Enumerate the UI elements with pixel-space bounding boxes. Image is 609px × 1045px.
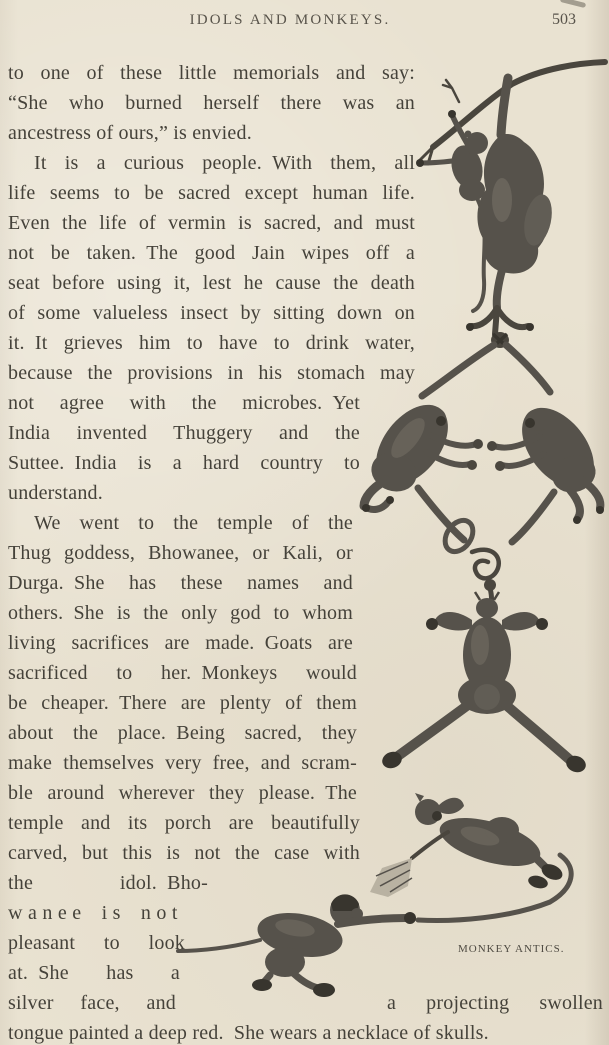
text-line: Durga. She has these names and	[8, 572, 353, 594]
text-line: “She who burned herself there was an	[8, 92, 415, 114]
text-line: temple and its porch are beautifully	[8, 812, 360, 834]
monkey-spread-eagle	[380, 592, 588, 775]
monkey-pair-linked	[362, 332, 609, 606]
text-line: to one of these little memorials and say:	[8, 62, 415, 84]
illustration-caption: MONKEY ANTICS.	[458, 943, 565, 955]
text-line: We went to the temple of the	[34, 512, 353, 534]
text-line: Suttee. India is a hard country to	[8, 452, 360, 474]
text-line: India invented Thuggery and the	[8, 422, 360, 444]
text-line: it. It grieves him to have to drink water,	[8, 332, 415, 354]
running-header: IDOLS AND MONKEYS.	[189, 12, 391, 28]
text-line: not agree with the microbes. Yet	[8, 392, 360, 414]
text-line: because the provisions in his stomach may	[8, 362, 415, 384]
text-line: others. She is the only god to whom	[8, 602, 353, 624]
text-line: not be taken. The good Jain wipes off a	[8, 242, 415, 264]
text-line: at. She has a	[8, 962, 180, 984]
text-line: Even the life of vermin is sacred, and must	[8, 212, 415, 234]
text-line: It is a curious people. With them, all	[34, 152, 415, 174]
scan-artifact	[560, 0, 586, 8]
text-line: be cheaper. There are plenty of them	[8, 692, 357, 714]
text-line: Thug goddess, Bhowanee, or Kali, or	[8, 542, 353, 564]
text-line: life seems to be sacred except human life.	[8, 182, 415, 204]
text-line: pleasant to look	[8, 932, 185, 954]
page-number: 503	[552, 11, 576, 28]
text-line: wanee is not	[8, 902, 183, 924]
text-line: make themselves very free, and scram-	[8, 752, 357, 774]
text-line: tongue painted a deep red. She wears a necklace of skulls.	[8, 1022, 489, 1044]
text-line: carved, but this is not the case with	[8, 842, 360, 864]
monkey-crawling	[178, 894, 416, 997]
text-line: ancestress of ours,” is envied.	[8, 122, 252, 144]
text-line: seat before using it, lest he cause the death	[8, 272, 415, 294]
text-line: understand.	[8, 482, 103, 504]
text-line: of some valueless insect by sitting down on	[8, 302, 415, 324]
text-line: ble around wherever they please. The	[8, 782, 357, 804]
text-line: living sacrifices are made. Goats are	[8, 632, 353, 654]
text-line: sacrificed to her. Monkeys would	[8, 662, 357, 684]
monkey-climbing-branch	[416, 110, 488, 311]
monkey-antics-illustration	[150, 40, 609, 1020]
text-line: about the place. Being sacred, they	[8, 722, 357, 744]
monkey-reclining-with-whisk	[370, 793, 571, 920]
text-line: the idol. Bho-	[8, 872, 208, 894]
text-line: silver face, and	[8, 992, 176, 1014]
text-line-right-fragment: a projecting swollen	[387, 992, 603, 1014]
